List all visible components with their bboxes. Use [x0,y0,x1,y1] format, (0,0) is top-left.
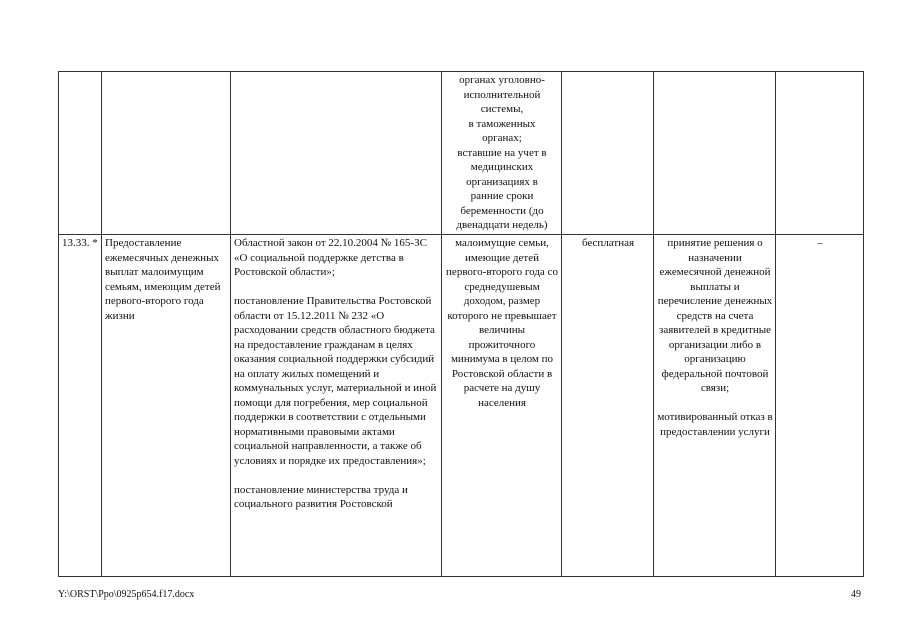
services-table [58,71,864,577]
cell-row-number: 13.33. * [59,235,102,577]
table-row-13-33 [59,235,864,577]
result-item: принятие решения о назначении ежемесячной денежной выплаты и перечисление денежных средств на счета заявителей в кредитные организации либо в организацию федеральной почтовой связи; [657,237,773,394]
cell-service-empty [102,72,231,235]
cell-payment: бесплатная [562,235,654,577]
cell-result-empty [654,72,776,235]
footer-file-path: Y:\ORST\Ppo\0925p654.f17.docx [58,589,195,600]
cell-number-empty [59,72,102,235]
legal-basis-item: постановление Правительства Ростовской области от 15.12.2011 № 232 «О расходовании средств областного бюджета на предоставление гражданам в целях оказания социальной поддержки субсидий на оплату жилых помещений и коммунальных услуг, материальной и иной помощи для погребения, мер социальной поддержки в соответствии с отдельными нормативными правовыми актами социальной направленности, а также об условиях и порядке их предоставления»; [234,295,437,467]
page-number: 49 [851,589,861,600]
cell-result [654,235,776,577]
cell-legal-empty [231,72,442,235]
legal-basis-item: постановление министерства труда и социального развития Ростовской [234,483,408,510]
cell-last-column: – [776,235,864,577]
cell-payment-empty [562,72,654,235]
cell-service-name: Предоставление ежемесячных денежных выплат малоимущим семьям, имеющим детей первого-второго года жизни [102,235,231,577]
cell-recipients-continued: органах уголовно- исполнительной системы, в таможенных органах; вставшие на учет в медицинских организациях в ранние сроки беременности (до двенадцати недель) [442,72,562,235]
table-row-continued [59,72,864,235]
legal-basis-item: Областной закон от 22.10.2004 № 165-ЗС «О социальной поддержке детства в Ростовской области»; [234,237,427,278]
cell-recipients: малоимущие семьи, имеющие детей первого-второго года со среднедушевым доходом, размер которого не превышает величины прожиточного минимума в целом по Ростовской области в расчете на душу населения [442,235,562,577]
cell-last-empty [776,72,864,235]
cell-legal-basis [231,235,442,577]
result-item: мотивированный отказ в предоставлении услуги [657,411,773,438]
